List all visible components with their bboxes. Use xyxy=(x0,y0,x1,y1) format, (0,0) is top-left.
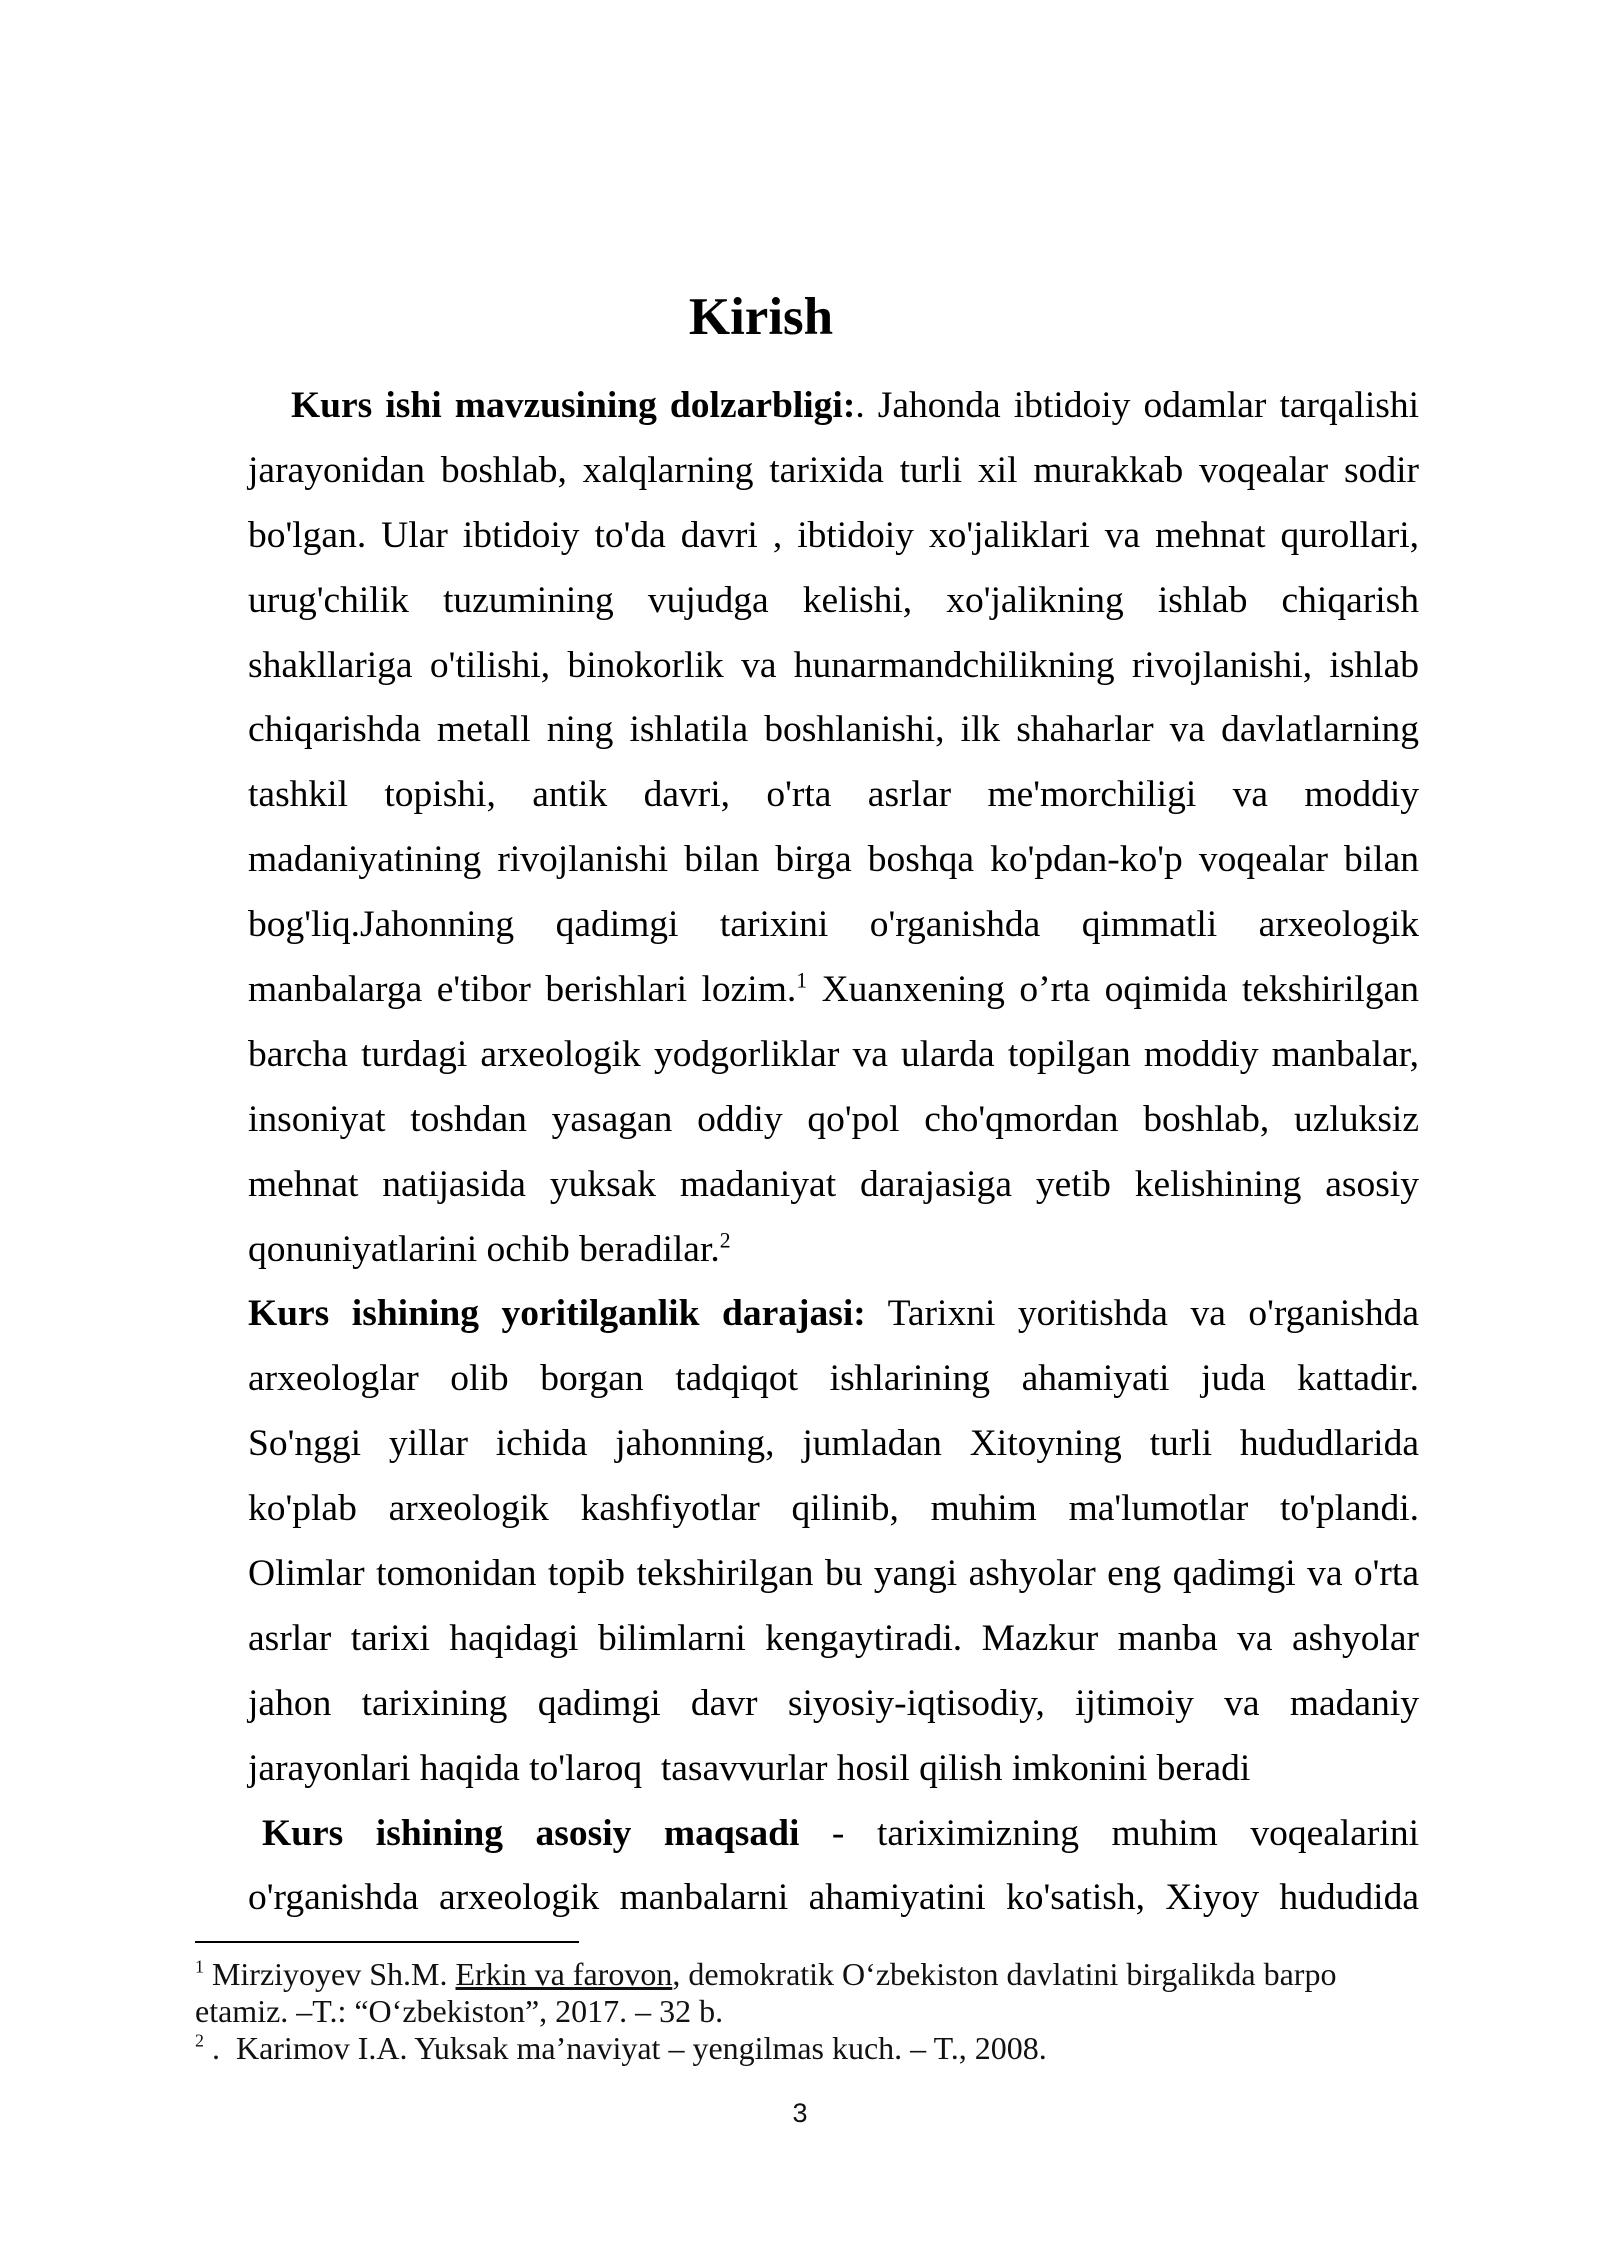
body-line xyxy=(248,439,1419,504)
body-line xyxy=(248,1607,1419,1672)
line-text: qonuniyatlarini ochib beradilar. xyxy=(248,1228,720,1270)
line-text: urug'chilik tuzumining vujudga kelishi, xo'jalikning ishlab chiqarish xyxy=(248,579,1419,621)
footnote-text: etamiz. –T.: “O‘zbekiston”, 2017. – 32 b. xyxy=(195,1993,724,2029)
line-text: madaniyatining rivojlanishi bilan birga boshqa ko'pdan-ko'p voqealar bilan xyxy=(248,839,1419,881)
line-text: arxeologlar olib borgan tadqiqot ishlarining ahamiyati juda kattadir. xyxy=(248,1358,1419,1400)
paragraph-aim xyxy=(248,1802,1419,1932)
line-text: jarayonlari haqida to'laroq tasavvurlar hosil qilish imkonini beradi xyxy=(248,1747,1251,1789)
line-text: shakllariga o'tilishi, binokorlik va hunarmandchilikning rivojlanishi, ishlab xyxy=(248,644,1419,686)
body-line xyxy=(248,1802,1419,1867)
footnote-underlined-title: Erkin va farovon xyxy=(455,1956,673,1992)
body-line xyxy=(248,893,1419,958)
body-line xyxy=(248,1542,1419,1607)
body-line xyxy=(248,1153,1419,1218)
footnote-text: . Karimov I.A. Yuksak ma’naviyat – yengilmas kuch. – T., 2008. xyxy=(203,2030,1047,2066)
line-text: - tariximizning muhim voqealarini xyxy=(799,1812,1419,1854)
body-line xyxy=(248,698,1419,763)
line-text: So'nggi yillar ichida jahonning, jumladan Xitoyning turli hududlarida xyxy=(248,1423,1419,1465)
line-text: jahon tarixining qadimgi davr siyosiy-iqtisodiy, ijtimoiy va madaniy xyxy=(248,1682,1419,1724)
body-line xyxy=(248,828,1419,893)
body-line xyxy=(248,1737,1419,1802)
body-line xyxy=(248,1477,1419,1542)
footnote-ref: 2 xyxy=(719,1228,731,1253)
line-text: chiqarishda metall ning ishlatila boshlanishi, ilk shaharlar va davlatlarning xyxy=(248,709,1419,751)
body-line xyxy=(248,634,1419,699)
body-line xyxy=(248,1347,1419,1412)
paragraph-relevance xyxy=(248,374,1419,1282)
body-line xyxy=(248,1672,1419,1737)
footnote-1-continuation xyxy=(195,1993,1495,2030)
line-text: barcha turdagi arxeologik yodgorliklar va ularda topilgan moddiy manbalar, xyxy=(248,1033,1419,1075)
paragraph-coverage xyxy=(248,1282,1419,1801)
footnote-text: , demokratik O‘zbekiston davlatini birgalikda barpo xyxy=(672,1956,1337,1992)
body-line xyxy=(248,1282,1419,1347)
footnote-separator xyxy=(195,1941,579,1943)
line-text: jarayonidan boshlab, xalqlarning tarixida turli xil murakkab voqealar sodir xyxy=(248,449,1419,491)
footnote-ref: 1 xyxy=(796,968,808,993)
body-line xyxy=(248,958,1419,1023)
heading-coverage: Kurs ishining yoritilganlik darajasi: xyxy=(248,1293,866,1335)
body-line xyxy=(248,504,1419,569)
line-text: . Jahonda ibtidoiy odamlar tarqalishi xyxy=(855,385,1420,426)
body-line xyxy=(248,1218,1419,1283)
body-line xyxy=(248,1866,1419,1931)
line-text: Olimlar tomonidan topib tekshirilgan bu yangi ashyolar eng qadimgi va o'rta xyxy=(248,1553,1419,1595)
line-text: asrlar tarixi haqidagi bilimlarni kengaytiradi. Mazkur manba va ashyolar xyxy=(248,1617,1419,1659)
line-text: bog'liq.Jahonning qadimgi tarixini o'rganishda qimmatli arxeologik xyxy=(248,904,1419,946)
body-line xyxy=(248,1088,1419,1153)
footnote-marker: 2 xyxy=(195,2030,204,2051)
footnote-text: Mirziyoyev Sh.M. xyxy=(203,1956,456,1992)
page-number: 3 xyxy=(792,2098,808,2128)
body-line xyxy=(248,569,1419,634)
line-text: bo'lgan. Ular ibtidoiy to'da davri , ibtidoiy xo'jaliklari va mehnat qurollari, xyxy=(248,514,1419,556)
footnote-1 xyxy=(195,1956,1495,1993)
line-text: mehnat natijasida yuksak madaniyat darajasiga yetib kelishining asosiy xyxy=(248,1163,1419,1205)
page-title: Kirish xyxy=(688,288,834,346)
line-text: ko'plab arxeologik kashfiyotlar qilinib, muhim ma'lumotlar to'plandi. xyxy=(248,1488,1419,1530)
body-text xyxy=(248,374,1419,1931)
footnotes xyxy=(195,1956,1495,2067)
heading-aim: Kurs ishining asosiy maqsadi xyxy=(262,1812,800,1854)
line-text: insoniyat toshdan yasagan oddiy qo'pol cho'qmordan boshlab, uzluksiz xyxy=(248,1098,1419,1140)
body-line xyxy=(248,374,1419,439)
line-text: Xuanxening o’rta oqimida tekshirilgan xyxy=(807,969,1419,1011)
footnote-marker: 1 xyxy=(195,1956,204,1977)
body-line xyxy=(248,763,1419,828)
line-text: o'rganishda arxeologik manbalarni ahamiyatini ko'satish, Xiyoy hududida xyxy=(248,1877,1419,1919)
body-line xyxy=(248,1023,1419,1088)
heading-relevance: Kurs ishi mavzusining dolzarbligi: xyxy=(291,385,856,426)
line-text: Tarixni yoritishda va o'rganishda xyxy=(865,1293,1420,1335)
line-text: manbalarga e'tibor berishlari lozim. xyxy=(248,969,797,1011)
footnote-2 xyxy=(195,2030,1495,2067)
line-text: tashkil topishi, antik davri, o'rta asrlar me'morchiligi va moddiy xyxy=(248,774,1419,816)
body-line xyxy=(248,1412,1419,1477)
